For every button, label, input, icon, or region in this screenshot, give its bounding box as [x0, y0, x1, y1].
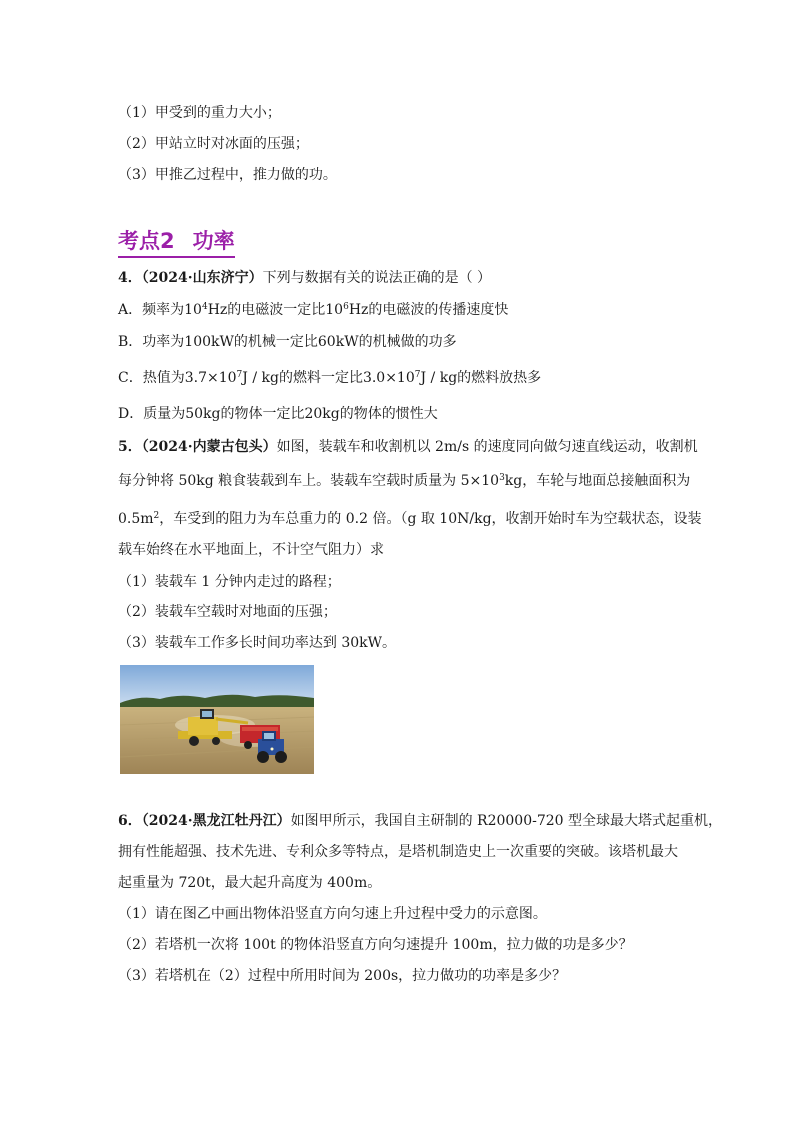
question-source: （2024·内蒙古包头）: [141, 439, 277, 455]
option-letter: A．: [118, 302, 143, 318]
question-5-line-3: [118, 509, 702, 529]
prev-question-item-1: （1）甲受到的重力大小；: [118, 105, 281, 121]
option-letter: D．: [118, 406, 144, 422]
option-letter: B．: [118, 334, 143, 350]
superscript: 2: [153, 511, 160, 521]
section-title-text: 功率: [192, 229, 235, 253]
section-label: 考点2: [118, 229, 175, 253]
superscript: 4: [201, 302, 208, 312]
question-text: ，车受到的阻力为车总重力的 0.2 倍。（g 取 10N/kg，收割开始时车为空载状态，设装: [159, 511, 702, 527]
question-number: 5．: [118, 439, 142, 455]
question-4-stem: [118, 268, 491, 288]
question-text: 如图，装载车和收割机以 2m/s 的速度同向做匀速直线运动，收割机: [276, 439, 698, 455]
question-source: （2024·黑龙江牡丹江）: [141, 813, 291, 829]
prev-question-item-3: （3）甲推乙过程中，推力做的功。: [118, 167, 337, 183]
question-6-sub-3: （3）若塔机在（2）过程中所用时间为 200s，拉力做功的功率是多少？: [118, 968, 567, 984]
question-5-line-4: 载车始终在水平地面上，不计空气阻力）求: [118, 542, 384, 558]
option-text: 频率为10: [142, 302, 202, 318]
question-text: 下列与数据有关的说法正确的是（ ）: [262, 270, 492, 286]
question-text: 0.5m: [118, 511, 154, 527]
question-5-sub-1: （1）装载车 1 分钟内走过的路程；: [118, 574, 341, 590]
option-text: Hz的电磁波一定比10: [207, 302, 344, 318]
question-number: 6．: [118, 813, 142, 829]
question-6-line-2: 拥有性能超强、技术先进、专利众多等特点，是塔机制造史上一次重要的突破。该塔机最大: [118, 844, 678, 860]
superscript: 7: [236, 370, 243, 380]
superscript: 3: [499, 473, 505, 483]
question-source: （2024·山东济宁）: [141, 270, 263, 286]
question-6-sub-1: （1）请在图乙中画出物体沿竖直方向匀速上升过程中受力的示意图。: [118, 906, 547, 922]
question-text: 如图甲所示，我国自主研制的 R20000-720 型全球最大塔式起重机，: [290, 813, 723, 829]
question-4-option-b: [118, 332, 457, 352]
question-4-option-a: [118, 300, 508, 320]
superscript: 6: [343, 302, 349, 312]
question-5-line-2: [118, 471, 690, 491]
question-text: 每分钟将 50kg 粮食装载到车上。装载车空载时质量为 5×10: [118, 473, 500, 489]
prev-question-item-2: （2）甲站立时对冰面的压强；: [118, 136, 309, 152]
option-text: 质量为50kg的物体一定比20kg的物体的惯性大: [143, 406, 438, 422]
option-text: J / kg的燃料一定比3.0×10: [242, 370, 415, 386]
section-heading: [118, 228, 235, 258]
option-letter: C．: [118, 370, 143, 386]
question-6-sub-2: （2）若塔机一次将 100t 的物体沿竖直方向匀速提升 100m，拉力做的功是多少？: [118, 937, 633, 953]
option-text: 功率为100kW的机械一定比60kW的机械做的功多: [142, 334, 457, 350]
question-6-line-1: [118, 811, 722, 831]
question-5-sub-2: （2）装载车空载时对地面的压强；: [118, 604, 337, 620]
superscript: 7: [414, 370, 421, 380]
option-text: Hz的电磁波的传播速度快: [348, 302, 509, 318]
harvester-photo: [120, 665, 314, 774]
option-text: J / kg的燃料放热多: [420, 370, 542, 386]
question-5-sub-3: （3）装载车工作多长时间功率达到 30kW。: [118, 635, 397, 651]
question-4-option-c: [118, 368, 541, 388]
option-text: 热值为3.7×10: [142, 370, 237, 386]
question-number: 4．: [118, 270, 142, 286]
question-text: kg，车轮与地面总接触面积为: [504, 473, 691, 489]
question-4-option-d: [118, 404, 438, 424]
question-6-line-3: 起重量为 720t，最大起升高度为 400m。: [118, 875, 382, 891]
question-5-line-1: [118, 437, 698, 457]
